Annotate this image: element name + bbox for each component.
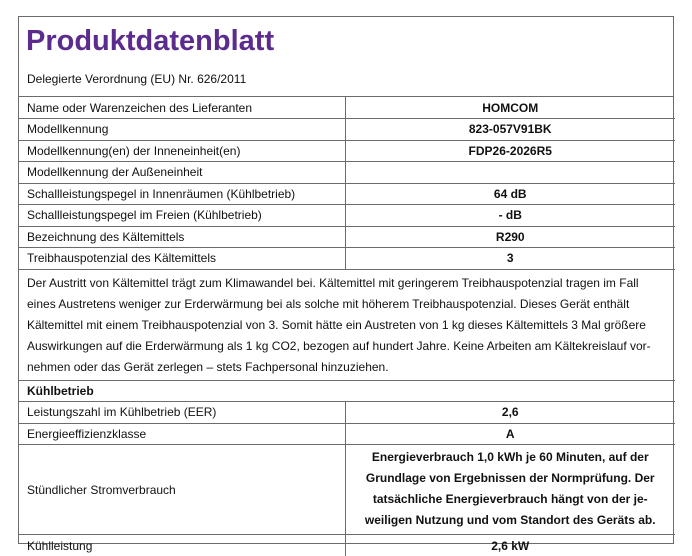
row-value: 823-057V91BK [345,119,675,141]
row-label: Treibhauspotenzial des Kältemittels [19,248,345,270]
table-row [19,226,675,248]
table-row [19,97,675,119]
row-value [345,162,675,184]
datasheet-table [19,97,675,556]
row-value: A [345,423,675,445]
table-row [19,445,675,535]
table-row [19,119,675,141]
row-label: Energieeffizienzklasse [19,423,345,445]
table-row [19,140,675,162]
row-label: Modellkennung der Außeneinheit [19,162,345,184]
row-value: 3 [345,248,675,270]
row-value: FDP26-2026R5 [345,140,675,162]
regulation-reference: Delegierte Verordnung (EU) Nr. 626/2011 [27,72,246,86]
row-value: - dB [345,205,675,227]
table-row [19,205,675,227]
table-row [19,535,675,556]
table-row [19,248,675,270]
row-value: 2,6 [345,402,675,424]
row-label: Bezeichnung des Kältemittels [19,226,345,248]
refrigerant-notice [19,269,675,380]
row-label: Stündlicher Stromverbrauch [19,445,345,535]
row-label: Schallleistungspegel im Freien (Kühlbetrieb) [19,205,345,227]
row-value: 64 dB [345,183,675,205]
consumption-line: Energieverbrauch 1,0 kWh je 60 Minuten, auf der [352,447,670,468]
row-label: Kühlleistung [19,535,345,556]
consumption-line: Grundlage von Ergebnissen der Normprüfung. Der [352,468,670,489]
notice-line: nehmen oder das Gerät zerlegen – stets Fachpersonal hinzuziehen. [27,357,667,378]
table-row [19,183,675,205]
refrigerant-notice-row [19,269,675,380]
notice-line: Auswirkungen auf die Erderwärmung als 1 kg CO2, bezogen auf hundert Jahre. Keine Arbeiten am Kältekreislauf vor- [27,336,667,357]
row-label: Name oder Warenzeichen des Lieferanten [19,97,345,119]
table-row [19,402,675,424]
row-label: Modellkennung(en) der Inneneinheit(en) [19,140,345,162]
consumption-value [345,445,675,535]
row-label: Leistungszahl im Kühlbetrieb (EER) [19,402,345,424]
product-datasheet [18,16,674,544]
notice-line: Kältemittel mit einem Treibhauspotenzial von 3. Somit hätte ein Austreten von 1 kg dieses Kältemittels 3 Mal größere [27,315,667,336]
row-value: R290 [345,226,675,248]
consumption-line: tatsächliche Energieverbrauch hängt von der je- [352,489,670,510]
consumption-line: weiligen Nutzung und vom Standort des Geräts ab. [352,510,670,531]
page-title: Produktdatenblatt [26,25,274,58]
table-row [19,423,675,445]
section-row [19,380,675,402]
notice-line: eines Austretens weniger zur Erderwärmung bei als solche mit höherem Treibhauspotenzial. Dieses Gerät enthält [27,294,667,315]
table-row [19,162,675,184]
notice-line: Der Austritt von Kältemittel trägt zum Klimawandel bei. Kältemittel mit geringerem Treibhauspotenzial tragen im Fall [27,273,667,294]
row-value: HOMCOM [345,97,675,119]
row-label: Modellkennung [19,119,345,141]
title-block [19,17,673,97]
row-value: 2,6 kW [345,535,675,556]
section-heading: Kühlbetrieb [19,380,675,402]
row-label: Schallleistungspegel in Innenräumen (Kühlbetrieb) [19,183,345,205]
